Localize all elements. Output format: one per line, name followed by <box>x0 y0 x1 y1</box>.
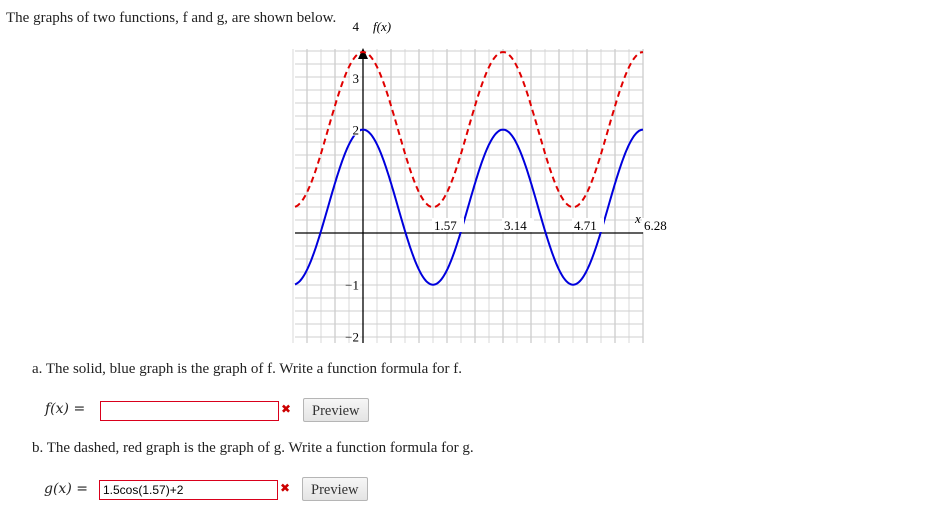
y-tick-label: 4 <box>352 19 359 35</box>
question-a-text: a. The solid, blue graph is the graph of f. Write a function formula for f. <box>32 361 462 377</box>
function-graph <box>293 19 667 345</box>
g-input-label: g(x) = <box>44 481 88 497</box>
graph-axes <box>295 48 643 343</box>
y-tick-label: −1 <box>345 277 359 293</box>
preview-f-button[interactable]: Preview <box>303 398 369 422</box>
y-axis-label: f(x) <box>373 19 392 35</box>
y-axis-arrow <box>358 48 368 59</box>
y-tick-label: 2 <box>352 122 359 138</box>
graph-grid <box>293 49 643 343</box>
x-tick-label: 4.71 <box>574 218 597 233</box>
x-axis-label: x <box>635 211 641 226</box>
incorrect-icon: ✖ <box>281 402 292 416</box>
curve-g <box>295 52 643 207</box>
g-formula-input[interactable]: 1.5cos(1.57)+2 <box>99 480 278 500</box>
y-tick-label: −2 <box>345 329 359 345</box>
f-input-label: f(x) = <box>45 401 86 417</box>
x-tick-label: 6.28 <box>644 218 667 233</box>
x-tick-label: 1.57 <box>434 218 457 233</box>
y-tick-label: 3 <box>352 70 359 86</box>
f-formula-input[interactable] <box>100 401 279 421</box>
preview-g-button[interactable]: Preview <box>302 477 368 501</box>
question-b-text: b. The dashed, red graph is the graph of g. Write a function formula for g. <box>32 440 474 456</box>
incorrect-icon: ✖ <box>280 481 291 495</box>
x-tick-label: 3.14 <box>504 218 527 233</box>
intro-text: The graphs of two functions, f and g, are shown below. <box>6 10 337 26</box>
